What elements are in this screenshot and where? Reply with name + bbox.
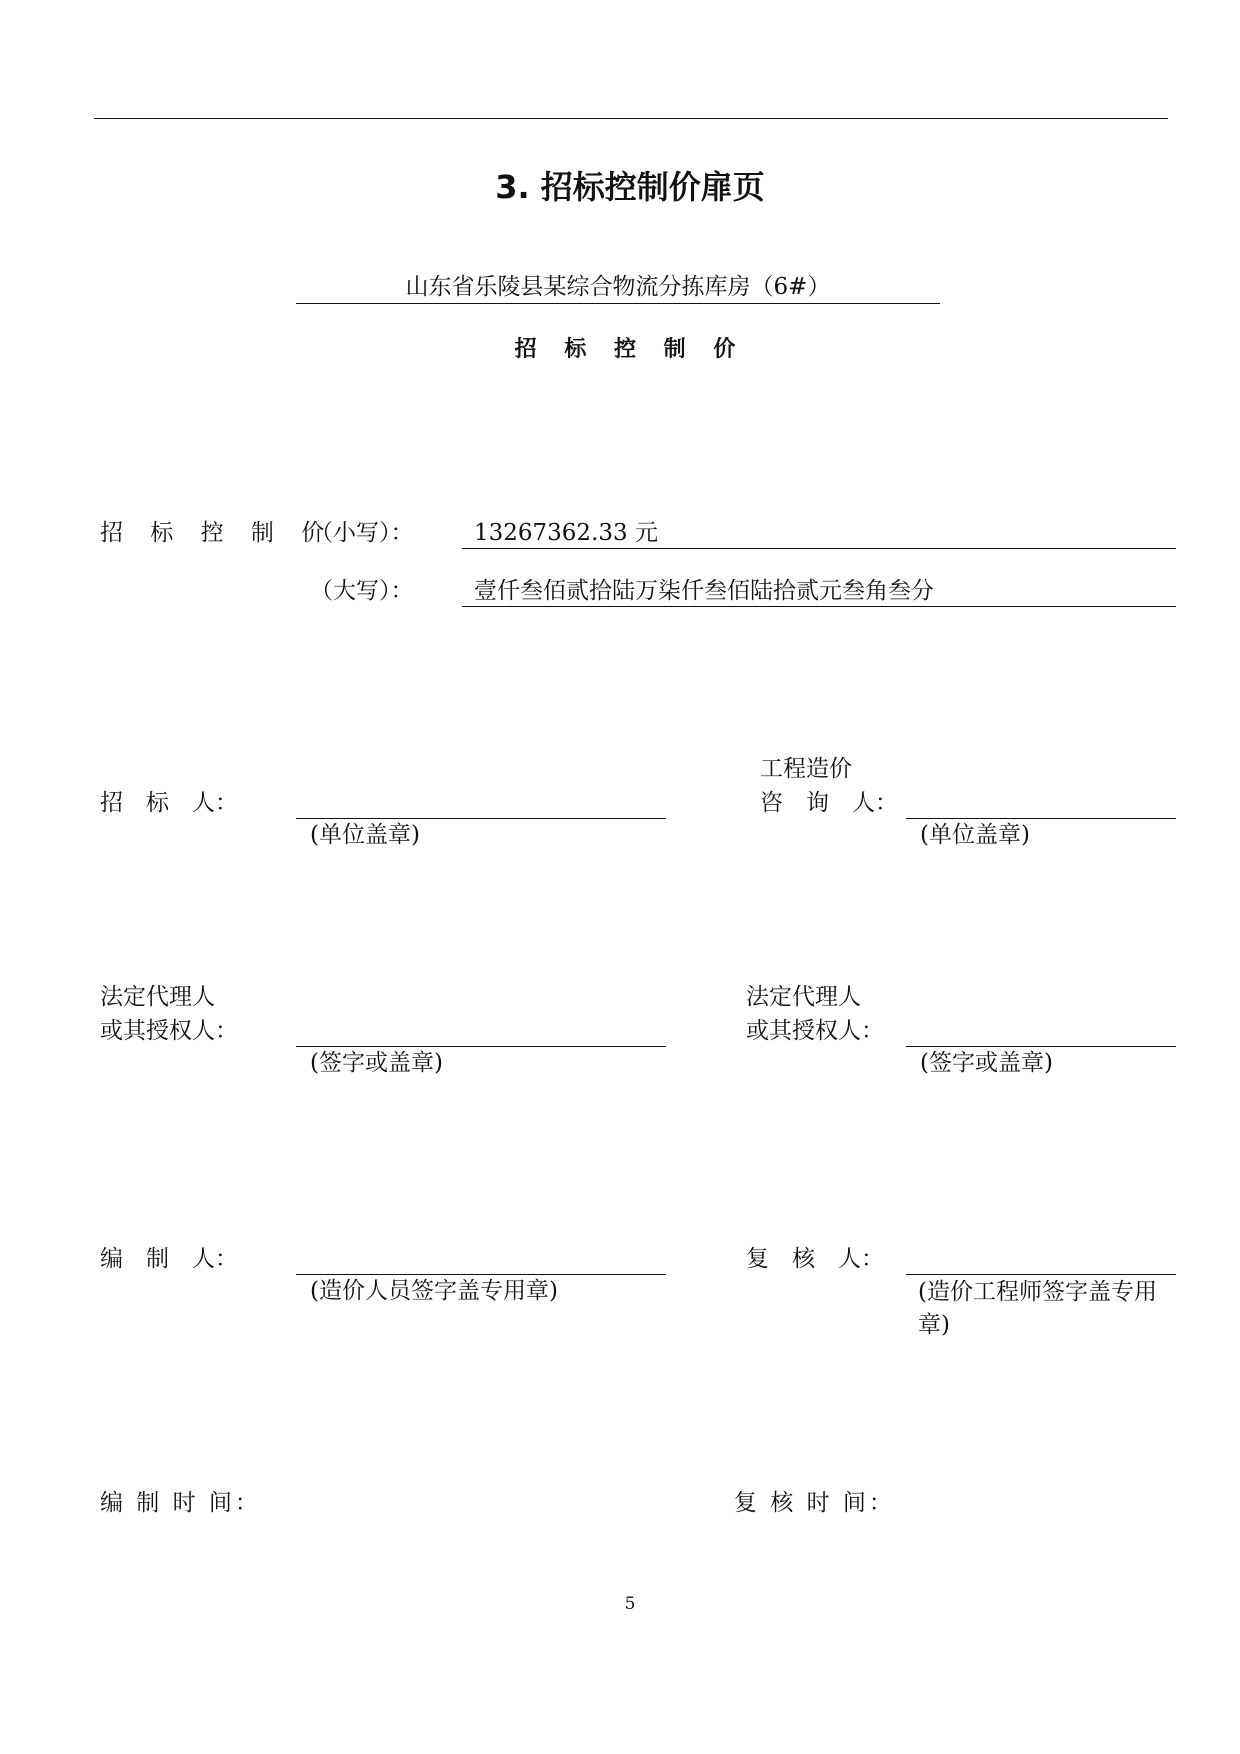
- price-big-value: 壹仟叁佰贰拾陆万柒仟叁佰陆拾贰元叁角叁分: [474, 578, 934, 604]
- page-title: 3. 招标控制价扉页: [495, 168, 765, 206]
- legal-rep-left-line1: 法定代理人: [100, 984, 215, 1010]
- consultant-signature-line: [906, 818, 1176, 819]
- price-big-underline: [462, 606, 1176, 607]
- consultant-note: (单位盖章): [920, 822, 1030, 848]
- project-name: 山东省乐陵县某综合物流分拣库房（6#）: [405, 274, 831, 300]
- tenderer-label: 招 标 人：: [100, 790, 238, 816]
- legal-rep-left-signature-line: [296, 1046, 666, 1047]
- consultant-label-line2: 咨 询 人：: [760, 790, 898, 816]
- legal-rep-right-signature-line: [906, 1046, 1176, 1047]
- price-label: 招 标 控 制 价: [100, 520, 335, 546]
- reviewer-signature-line: [906, 1274, 1176, 1275]
- legal-rep-right-line2: 或其授权人：: [746, 1018, 884, 1044]
- reviewer-note: (造价工程师签字盖专用章): [918, 1279, 1157, 1338]
- document-subtitle: 招 标 控 制 价: [514, 337, 746, 362]
- price-big-label: （大写）：: [310, 578, 414, 604]
- price-small-underline: [462, 548, 1176, 549]
- page-number: 5: [624, 1594, 636, 1614]
- legal-rep-right-line1: 法定代理人: [746, 984, 861, 1010]
- header-rule: [94, 118, 1168, 119]
- tenderer-note: (单位盖章): [310, 822, 420, 848]
- legal-rep-left-note: (签字或盖章): [310, 1050, 443, 1076]
- tenderer-signature-line: [296, 818, 666, 819]
- reviewer-label: 复 核 人：: [746, 1246, 884, 1272]
- compiler-label: 编 制 人：: [100, 1246, 238, 1272]
- legal-rep-right-note: (签字或盖章): [920, 1050, 1053, 1076]
- compiler-note: (造价人员签字盖专用章): [310, 1278, 558, 1304]
- consultant-label-line1: 工程造价: [760, 756, 852, 782]
- compiler-signature-line: [296, 1274, 666, 1275]
- project-name-underline: [296, 303, 940, 304]
- price-small-value: 13267362.33 元: [474, 520, 658, 546]
- review-time-label: 复 核 时 间：: [734, 1490, 895, 1516]
- legal-rep-left-line2: 或其授权人：: [100, 1018, 238, 1044]
- compile-time-label: 编 制 时 间：: [100, 1490, 261, 1516]
- price-small-label: （小写）：: [310, 520, 414, 546]
